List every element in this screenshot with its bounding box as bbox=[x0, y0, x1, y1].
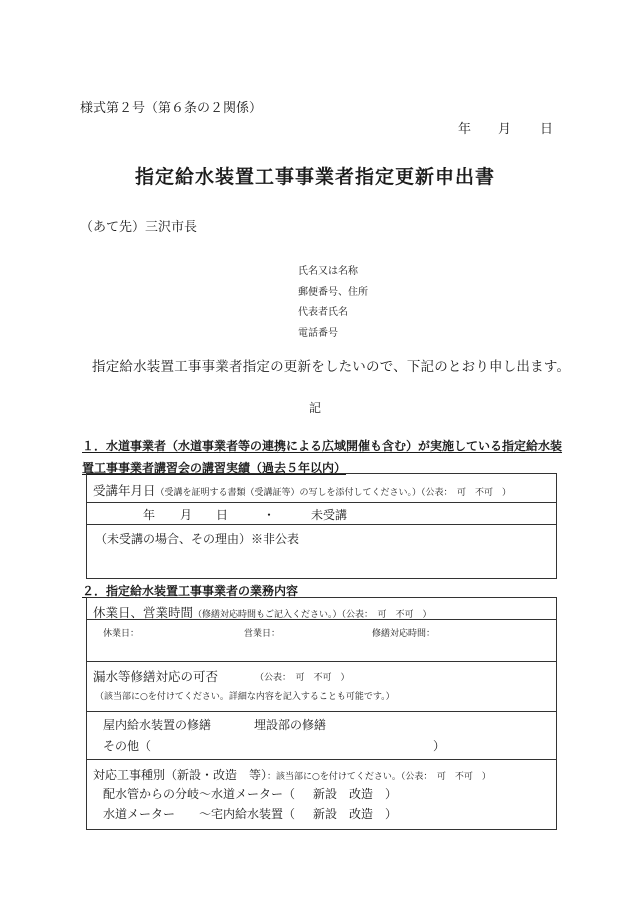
ki-heading: 記 bbox=[309, 401, 322, 415]
date-month: 月 bbox=[498, 122, 512, 137]
indoor-repair-option: 屋内給水装置の修繕 bbox=[103, 718, 212, 732]
section2-table bbox=[86, 597, 557, 830]
addressee: （あて先）三沢市長 bbox=[80, 220, 198, 235]
date-year: 年 bbox=[458, 122, 472, 137]
leak-repair-label: 漏水等修繕対応の可否 bbox=[93, 669, 219, 684]
not-attended-reason-label: （未受講の場合、その理由）※非公表 bbox=[95, 532, 300, 546]
attend-year: 年 bbox=[143, 508, 156, 522]
other-option: その他（ bbox=[103, 739, 152, 753]
business-hours-note: （修繕対応時間もご記入ください。）（公表： 可 不可 ） bbox=[193, 610, 432, 620]
separator-dot: ・ bbox=[263, 508, 276, 522]
applicant-address-label: 郵便番号、住所 bbox=[298, 287, 368, 298]
date-day: 日 bbox=[540, 122, 554, 137]
application-statement: 指定給水装置工事事業者指定の更新をしたいので、下記のとおり申し出ます。 bbox=[92, 359, 571, 375]
buried-repair-option: 埋設部の修繕 bbox=[254, 718, 327, 732]
section1-heading-line2: 置工事事業者講習会の講習実績（過去５年以内） bbox=[82, 461, 347, 475]
business-hours-label: 休業日、営業時間 bbox=[93, 605, 194, 620]
phone-number-label: 電話番号 bbox=[298, 328, 338, 339]
attend-month: 月 bbox=[180, 508, 193, 522]
meter-to-house-options: 新設 改造 ） bbox=[313, 807, 398, 821]
leak-repair-note: （該当部に○を付けてください。詳細な内容を記入することも可能です。） bbox=[95, 692, 395, 702]
not-attended-option: 未受講 bbox=[311, 508, 348, 522]
section1-heading-line1: １．水道事業者（水道事業者等の連携による広域開催も含む）が実施している指定給水装 bbox=[82, 439, 563, 453]
section2-heading: ２．指定給水装置工事事業者の業務内容 bbox=[82, 584, 299, 598]
branch-to-meter-label: 配水管からの分岐～水道メーター（ bbox=[103, 787, 296, 801]
attend-day: 日 bbox=[216, 508, 229, 522]
form-number: 様式第２号（第６条の２関係） bbox=[80, 101, 263, 116]
representative-name-label: 代表者氏名 bbox=[298, 307, 348, 318]
business-days-label: 営業日： bbox=[244, 629, 281, 639]
document-title: 指定給水装置工事事業者指定更新申出書 bbox=[134, 166, 495, 188]
other-close-paren: ） bbox=[433, 739, 446, 753]
applicant-name-label: 氏名又は名称 bbox=[298, 266, 358, 277]
branch-to-meter-options: 新設 改造 ） bbox=[313, 787, 398, 801]
work-type-note: ：該当部に○を付けてください。（公表： 可 不可 ） bbox=[267, 772, 491, 782]
repair-hours-label: 修繕対応時間： bbox=[372, 629, 436, 639]
attendance-date-note: （受講を証明する書類（受講証等）の写しを添付してください。）（公表： 可 不可 ） bbox=[155, 488, 512, 498]
meter-to-house-label: 水道メーター ～宅内給水装置（ bbox=[103, 807, 296, 821]
attendance-date-label: 受講年月日 bbox=[93, 483, 156, 498]
leak-repair-publish: （公表： 可 不可 ） bbox=[255, 673, 350, 683]
holiday-label: 休業日： bbox=[103, 629, 140, 639]
work-type-label: 対応工事種別（新設・改造 等） bbox=[93, 768, 268, 782]
section1-table bbox=[86, 473, 557, 579]
